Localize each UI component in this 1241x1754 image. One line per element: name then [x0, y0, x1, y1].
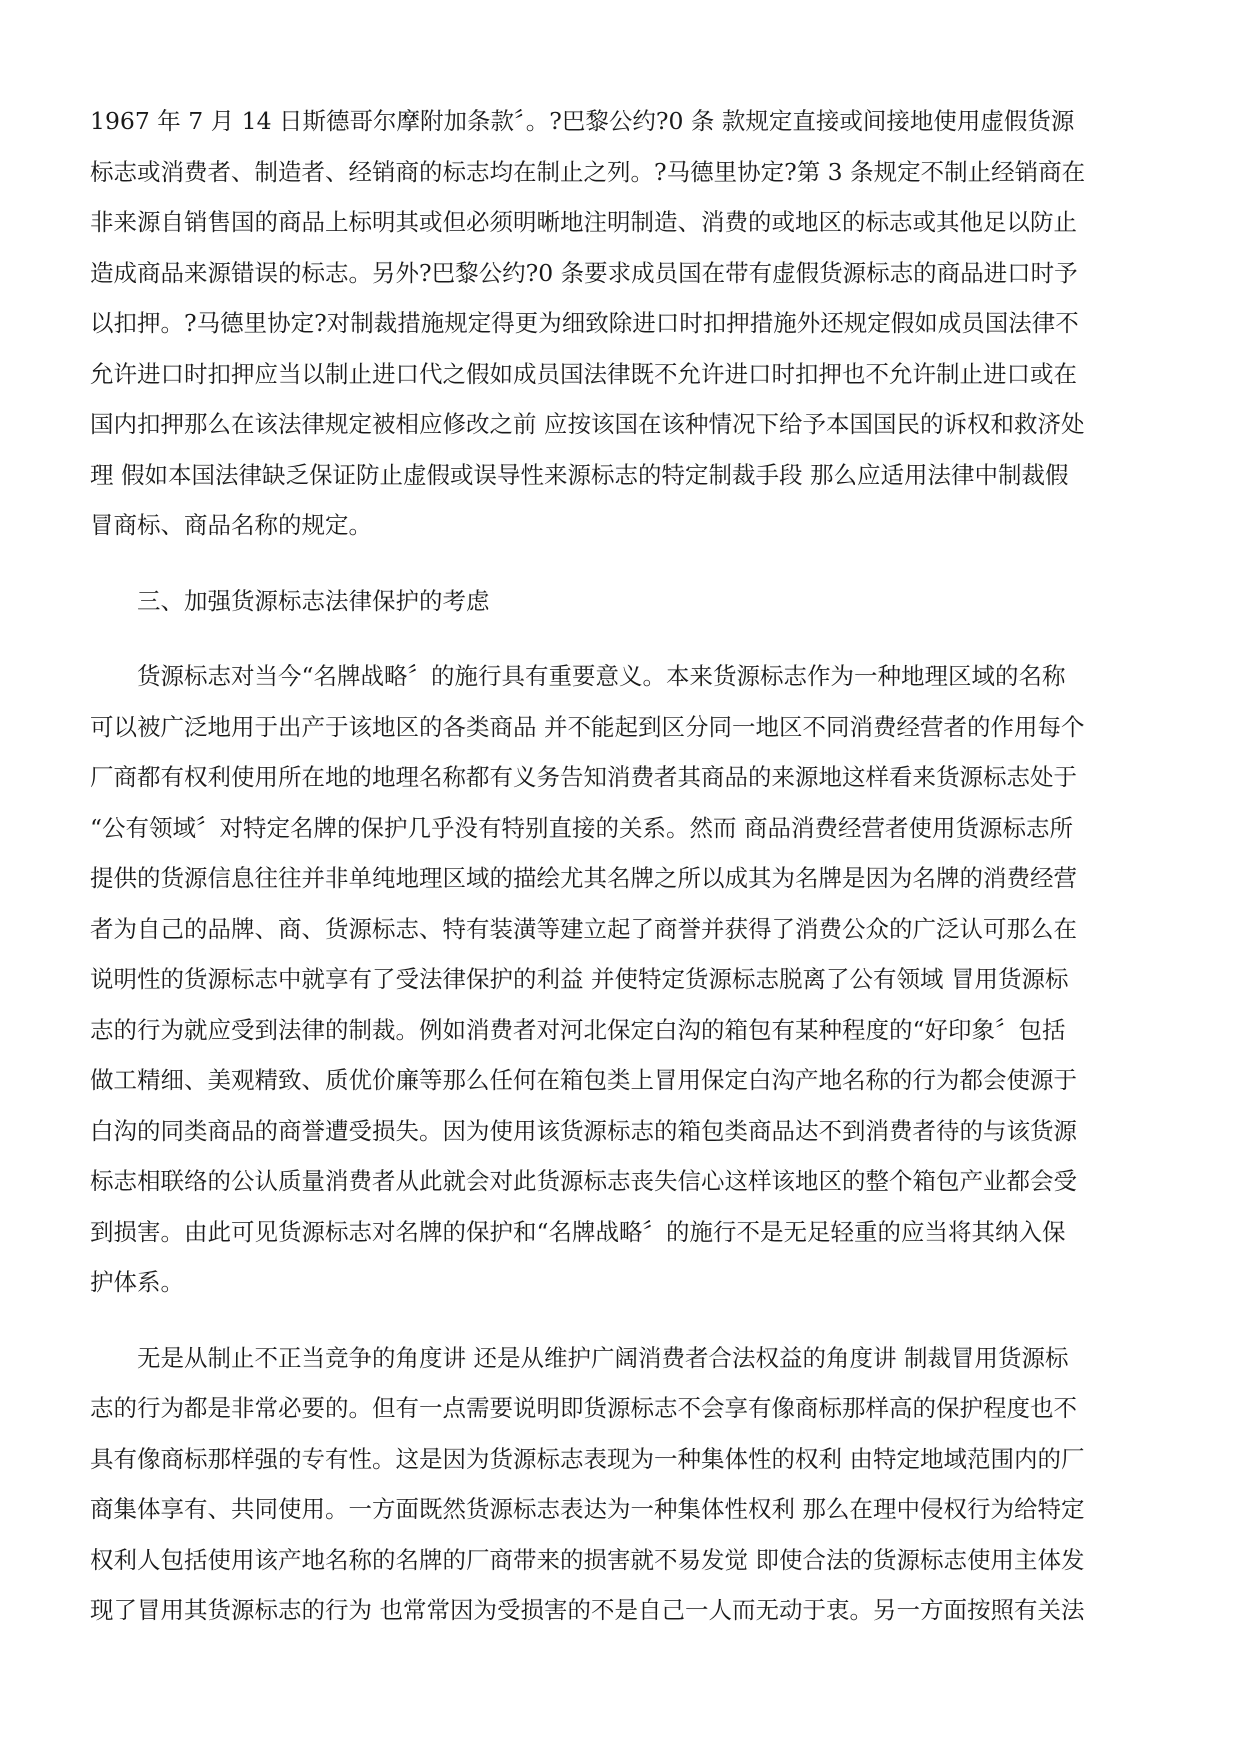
paragraph-spacer	[90, 551, 1151, 576]
paragraph-spacer	[90, 626, 1151, 651]
text-line: 标志相联络的公认质量消费者从此就会对此货源标志丧失信心这样该地区的整个箱包产业都会受	[90, 1167, 1077, 1195]
text-line: 国内扣押那么在该法律规定被相应修改之前 应按该国在该种情况下给予本国国民的诉权和救济处	[90, 410, 1085, 438]
section-heading-text: 三、加强货源标志法律保护的考虑	[137, 586, 490, 615]
text-line: 志的行为都是非常必要的。但有一点需要说明即货源标志不会享有像商标那样高的保护程度也不	[90, 1394, 1077, 1422]
text-line: 厂商都有权利使用所在地的地理名称都有义务告知消费者其商品的来源地这样看来货源标志处于	[90, 763, 1077, 791]
paragraph-treaty-provisions	[90, 96, 1151, 551]
text-line: 标志或消费者、制造者、经销商的标志均在制止之列。?马德里协定?第 3 条规定不制止经销商在	[90, 157, 1086, 186]
paragraph-spacer	[90, 1308, 1151, 1333]
document-page	[90, 96, 1151, 1636]
text-line: 者为自己的品牌、商、货源标志、特有装潢等建立起了商誉并获得了消费公众的广泛认可那么在	[90, 914, 1077, 943]
text-line: 商集体享有、共同使用。一方面既然货源标志表达为一种集体性权利 那么在理中侵权行为给特定	[90, 1495, 1085, 1523]
text-line: 做工精细、美观精致、质优价廉等那么任何在箱包类上冒用保定白沟产地名称的行为都会使源于	[90, 1066, 1077, 1094]
text-line: 到损害。由此可见货源标志对名牌的保护和“名牌战略〞的施行不是无足轻重的应当将其纳入保	[90, 1217, 1066, 1246]
text-line: 白沟的同类商品的商誉遭受损失。因为使用该货源标志的箱包类商品达不到消费者待的与该货源	[90, 1116, 1077, 1145]
section-heading	[90, 576, 1151, 627]
text-line: 具有像商标那样强的专有性。这是因为货源标志表现为一种集体性的权利 由特定地域范围内的厂	[90, 1444, 1085, 1473]
text-line: 提供的货源信息往往并非单纯地理区域的描绘尤其名牌之所以成其为名牌是因为名牌的消费经营	[90, 864, 1077, 892]
paragraph-brand-strategy	[90, 651, 1151, 1308]
text-line: 权利人包括使用该产地名称的名牌的厂商带来的损害就不易发觉 即使合法的货源标志使用主体发	[90, 1545, 1085, 1574]
text-line: 说明性的货源标志中就享有了受法律保护的利益 并使特定货源标志脱离了公有领域 冒用货源标	[90, 965, 1069, 993]
text-line: 护体系。	[90, 1268, 184, 1296]
text-line: 造成商品来源错误的标志。另外?巴黎公约?0 条要求成员国在带有虚假货源标志的商品进口时予	[90, 258, 1078, 287]
text-line: 冒商标、商品名称的规定。	[90, 511, 372, 539]
text-line: 1967 年 7 月 14 日斯德哥尔摩附加条款〞。?巴黎公约?0 条 款规定直接或间接地使用虚假货源	[90, 107, 1075, 135]
text-line: 允许进口时扣押应当以制止进口代之假如成员国法律既不允许进口时扣押也不允许制止进口或在	[90, 359, 1077, 388]
text-line: 现了冒用其货源标志的行为 也常常因为受损害的不是自己一人而无动于衷。另一方面按照有关法	[90, 1596, 1085, 1624]
text-line: 理 假如本国法律缺乏保证防止虚假或误导性来源标志的特定制裁手段 那么应适用法律中制裁假	[90, 460, 1069, 489]
text-line: 可以被广泛地用于出产于该地区的各类商品 并不能起到区分同一地区不同消费经营者的作用每个	[90, 712, 1085, 741]
text-line: 非来源自销售国的商品上标明其或但必须明晰地注明制造、消费的或地区的标志或其他足以防止	[90, 208, 1077, 236]
text-line: 以扣押。?马德里协定?对制裁措施规定得更为细致除进口时扣押措施外还规定假如成员国法律不	[90, 309, 1079, 337]
text-line: “公有领域〞对特定名牌的保护几乎没有特别直接的关系。然而 商品消费经营者使用货源标志所	[90, 813, 1073, 842]
text-line: 志的行为就应受到法律的制裁。例如消费者对河北保定白沟的箱包有某种程度的“好印象〞包括	[90, 1015, 1066, 1044]
paragraph-collective-right	[90, 1333, 1151, 1636]
text-line: 无是从制止不正当竞争的角度讲 还是从维护广阔消费者合法权益的角度讲 制裁冒用货源标	[137, 1343, 1069, 1372]
text-line: 货源标志对当今“名牌战略〞的施行具有重要意义。本来货源标志作为一种地理区域的名称	[137, 662, 1066, 690]
